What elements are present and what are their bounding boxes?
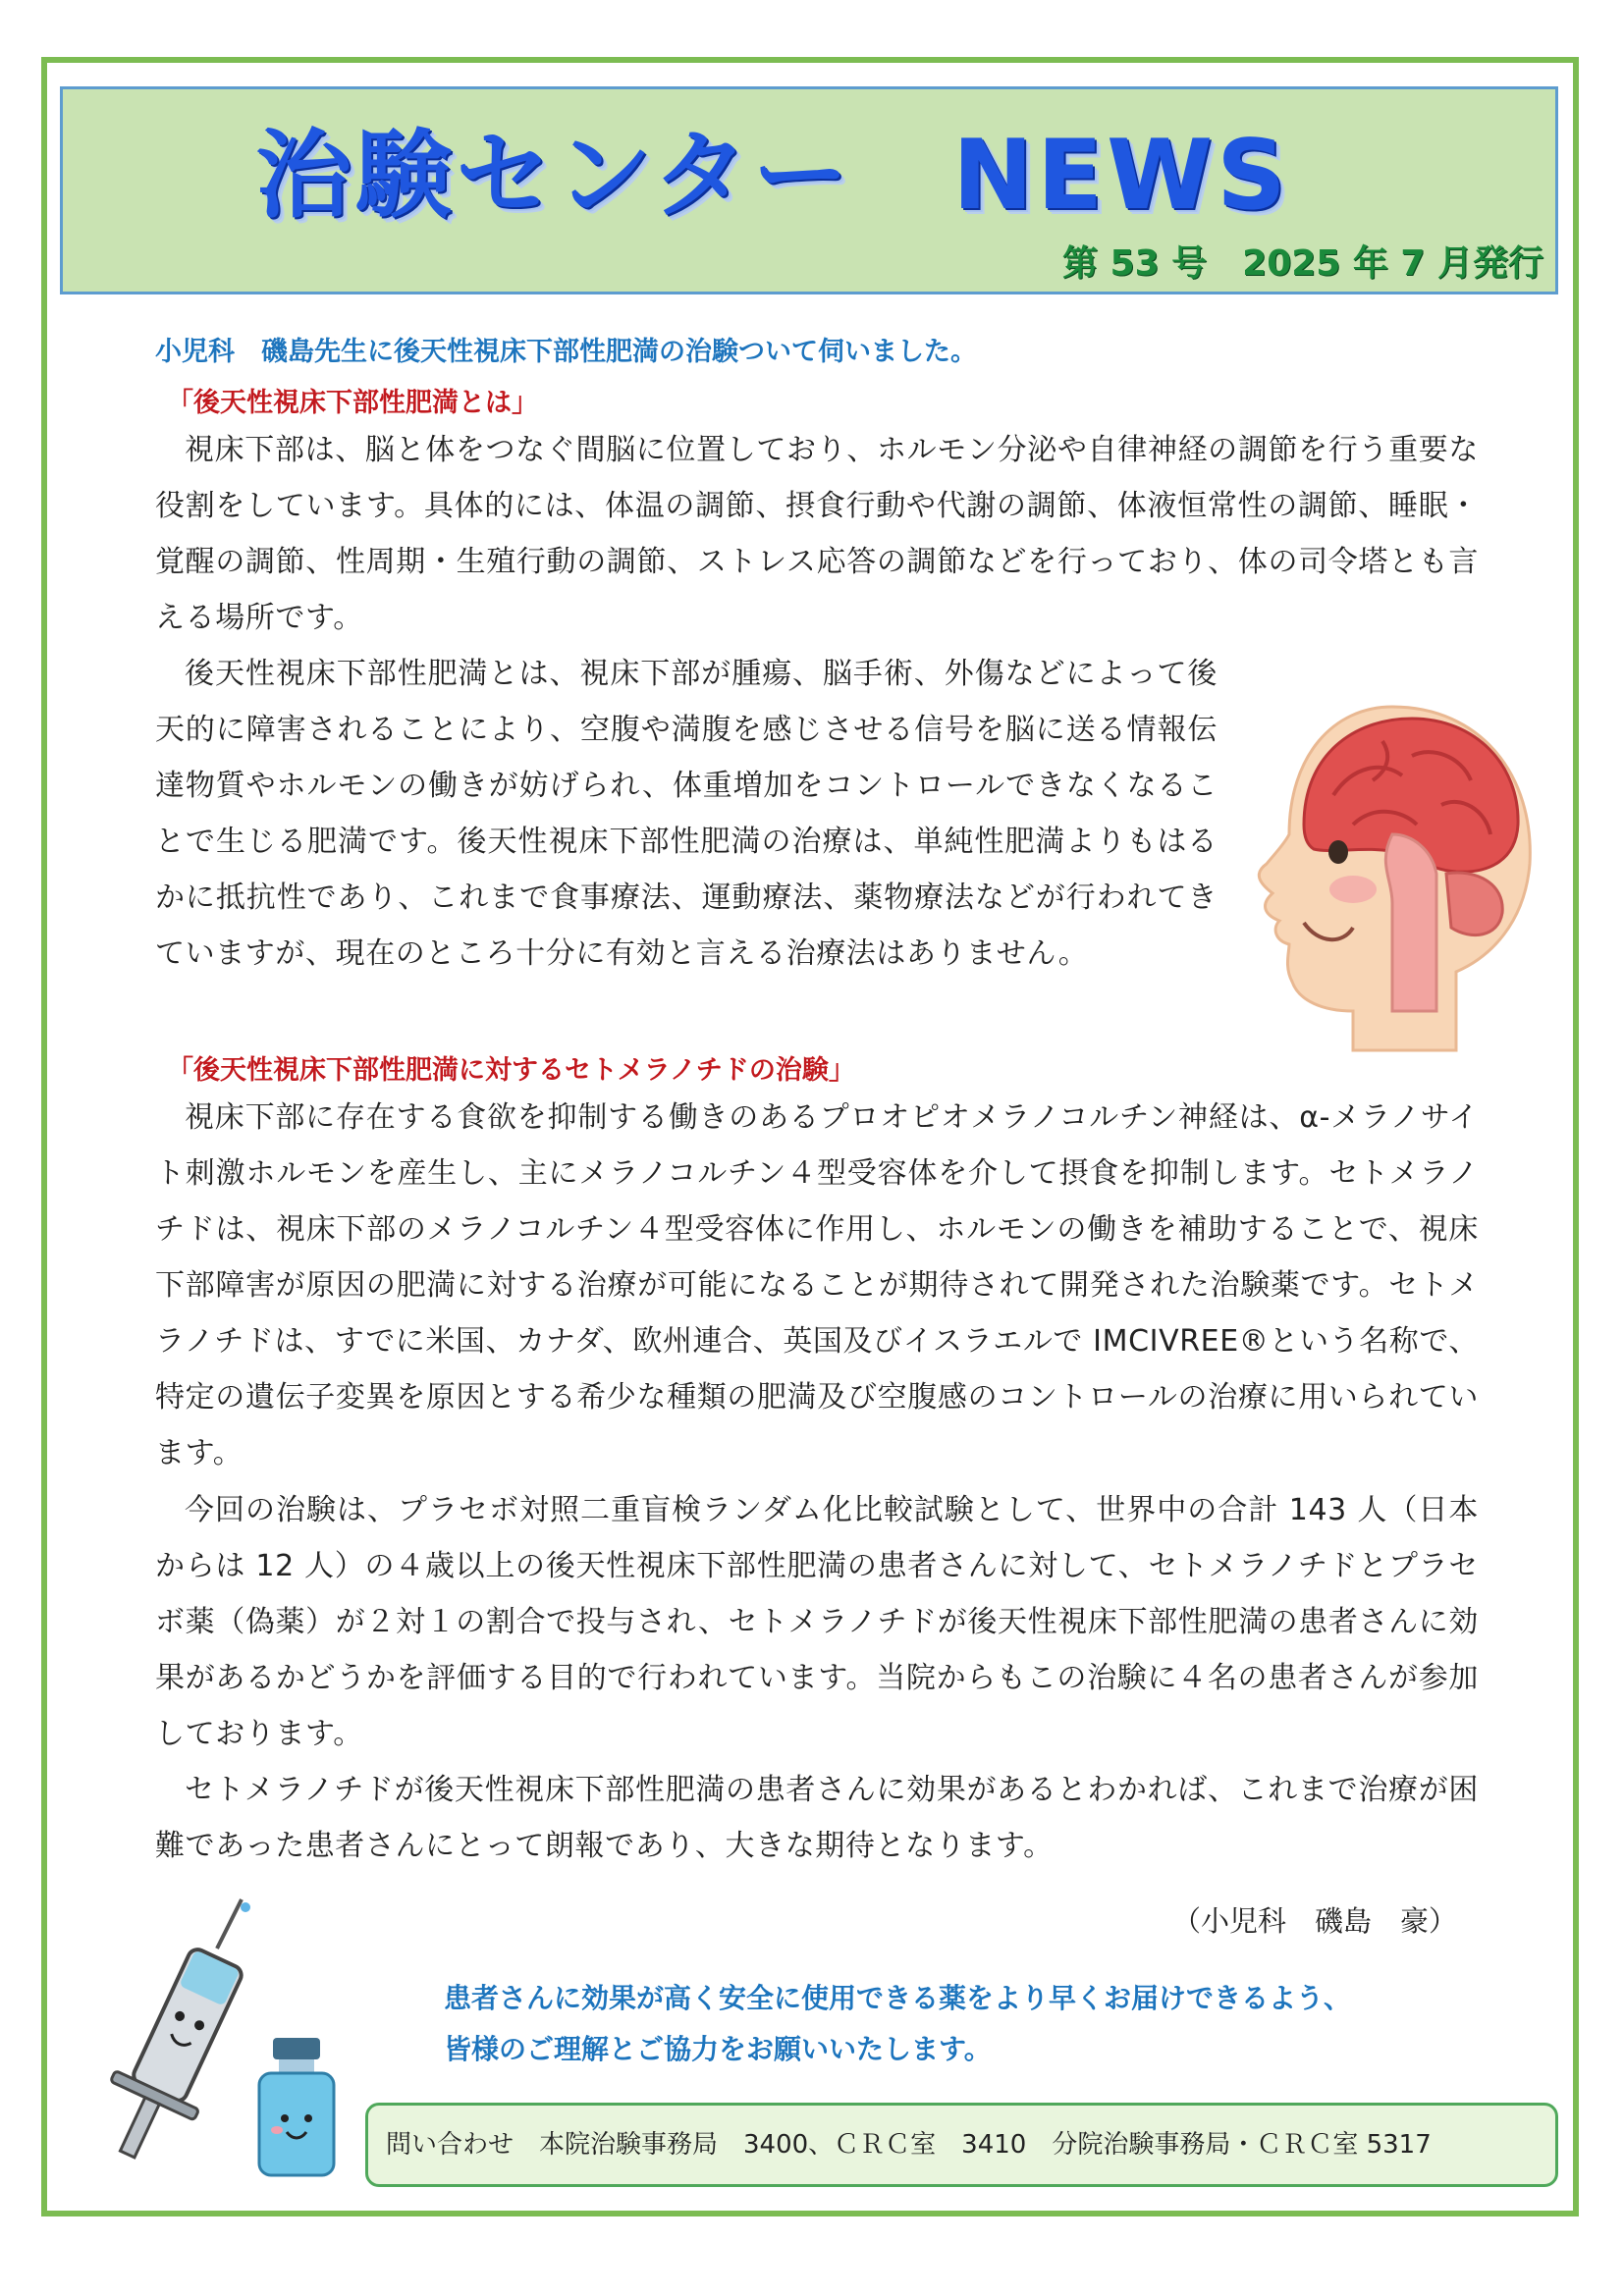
brain-stem — [1385, 834, 1436, 1011]
section2-paragraph-2: 今回の治験は、プラセボ対照二重盲検ランダム化比較試験として、世界中の合計 143 人（日本からは 12 人）の４歳以上の後天性視床下部性肥満の患者さんに対して、セトメラノチドとプラセボ薬（偽薬）が２対１の割合で投与され、セトメラノチドが後天性視床下部性肥満の患者さんに効果があるかどうかを評価する目的で行われています。当院からもこの治験に４名の患者さんが参加しております。 — [155, 1493, 1479, 1751]
vial-eye-right — [304, 2114, 312, 2122]
vial-cap — [273, 2038, 320, 2059]
section1-paragraph-2: 後天性視床下部性肥満とは、視床下部が腫瘍、脳手術、外傷などによって後天的に障害されることにより、空腹や満腹を感じさせる信号を脳に送る情報伝達物質やホルモンの働きが妨げられ、体重増加をコントロールできなくなることで生じる肥満です。後天性視床下部性肥満の治療は、単純性肥満よりもはるかに抵抗性であり、これまで食事療法、運動療法、薬物療法などが行われてきていますが、現在のところ十分に有効と言える治療法はありません。 — [155, 657, 1218, 971]
section2-title: 「後天性視床下部性肥満に対するセトメラノチドの治験」 — [167, 1055, 855, 1086]
newsletter-title: 治験センター NEWS — [255, 120, 1290, 232]
vial-neck — [279, 2059, 314, 2073]
article-lead: 小児科 磯島先生に後天性視床下部性肥満の治験ついて伺いました。 — [155, 337, 977, 367]
syringe-needle — [217, 1899, 242, 1949]
section2-paragraph-1: 視床下部に存在する食欲を抑制する働きのあるプロオピオメラノコルチン神経は、α-メラノサイト刺激ホルモンを産生し、主にメラノコルチン４型受容体を介して摂食を抑制します。セトメラノチドは、視床下部のメラノコルチン４型受容体に作用し、ホルモンの働きを補助することで、視床下部障害が原因の肥満に対する治療が可能になることが期待されて開発された治験薬です。セトメラノチドは、すでに米国、カナダ、欧州連合、英国及びイスラエルで IMCIVREE®という名称で、特定の遺伝子変異を原因とする希少な種類の肥満及び空腹感のコントロールの治療に用いられています。 — [155, 1100, 1479, 1470]
section1-paragraph-1: 視床下部は、脳と体をつなぐ間脳に位置しており、ホルモン分泌や自律神経の調節を行う重要な役割をしています。具体的には、体温の調節、摂食行動や代謝の調節、体液恒常性の調節、睡眠・覚醒の調節、性周期・生殖行動の調節、ストレス応答の調節などを行っており、体の司令塔とも言える場所です。 — [155, 433, 1479, 635]
vial-eye-left — [281, 2114, 289, 2122]
vial-cheek — [271, 2126, 283, 2134]
article-signature: （小児科 磯島 豪） — [1171, 1904, 1457, 1938]
vial-illustration — [249, 2034, 344, 2181]
needle-drop — [241, 1902, 250, 1912]
brain-illustration — [1245, 687, 1540, 1060]
closing-line-2: 皆様のご理解とご協力をお願いいたします。 — [444, 2033, 992, 2065]
issue-info: 第 53 号 2025 年 7 月発行 — [1061, 243, 1543, 284]
syringe-plunger — [120, 2098, 159, 2158]
face-eye — [1328, 840, 1348, 864]
section1-title: 「後天性視床下部性肥満とは」 — [167, 388, 538, 418]
closing-message — [444, 1973, 1351, 2075]
face-cheek — [1329, 876, 1377, 903]
closing-line-1: 患者さんに効果が高く安全に使用できる薬をより早くお届けできるよう、 — [444, 1982, 1352, 2014]
syringe-illustration — [84, 1890, 271, 2184]
contact-box: 問い合わせ 本院治験事務局 3400、ＣＲＣ室 3410 分院治験事務局・ＣＲＣ室 5317 — [365, 2103, 1558, 2187]
section2-paragraph-3: セトメラノチドが後天性視床下部性肥満の患者さんに効果があるとわかれば、これまで治療が困難であった患者さんにとって朗報であり、大きな期待となります。 — [155, 1773, 1479, 1863]
vial-body — [259, 2073, 334, 2175]
